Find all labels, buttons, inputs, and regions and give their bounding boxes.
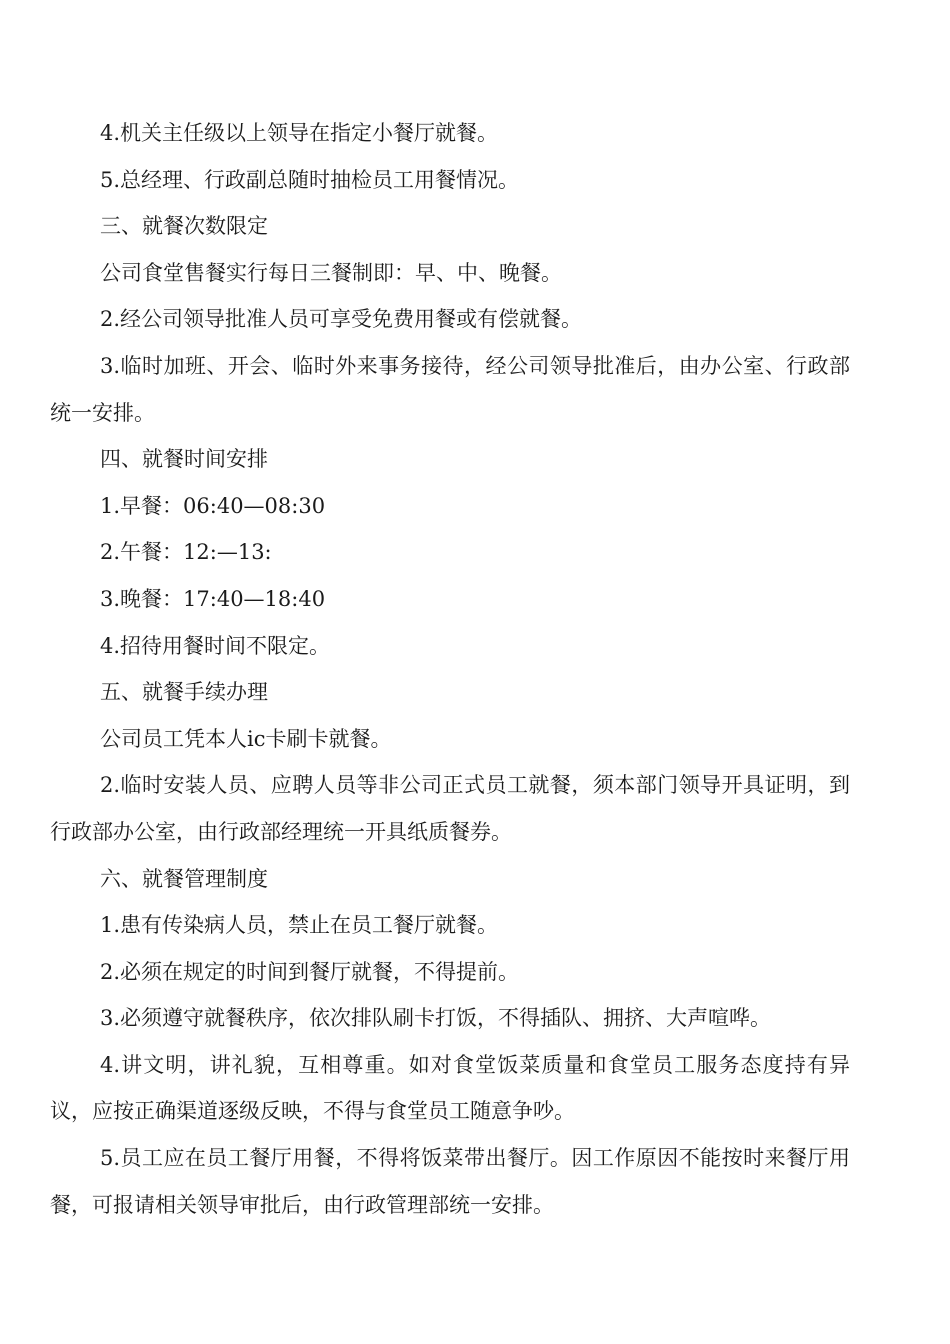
paragraph: 2.必须在规定的时间到餐厅就餐，不得提前。: [100, 959, 520, 984]
document-body: [50, 110, 850, 1228]
paragraph: 4.机关主任级以上领导在指定小餐厅就餐。: [100, 121, 499, 145]
section-heading: 四、就餐时间安排: [100, 447, 268, 472]
paragraph: 5.总经理、行政副总随时抽检员工用餐情况。: [100, 167, 520, 192]
paragraph: 3.临时加班、开会、临时外来事务接待，经公司领导批准后，由办公室、行政部统一安排。: [50, 353, 850, 425]
paragraph: 4.招待用餐时间不限定。: [100, 633, 331, 658]
paragraph: 1.患有传染病人员，禁止在员工餐厅就餐。: [100, 913, 499, 938]
paragraph: 2.经公司领导批准人员可享受免费用餐或有偿就餐。: [100, 307, 583, 332]
paragraph: 1.早餐：06:40—08:30: [100, 493, 326, 518]
paragraph: 2.临时安装人员、应聘人员等非公司正式员工就餐，须本部门领导开具证明，到行政部办公室，由行政部经理统一开具纸质餐券。: [50, 773, 850, 844]
paragraph: 3.晚餐：17:40—18:40: [100, 586, 326, 611]
section-heading: 五、就餐手续办理: [100, 680, 268, 705]
paragraph: 5.员工应在员工餐厅用餐，不得将饭菜带出餐厅。因工作原因不能按时来餐厅用餐，可报请相关领导审批后，由行政管理部统一安排。: [50, 1146, 850, 1217]
paragraph: 公司员工凭本人ic卡刷卡就餐。: [100, 726, 392, 751]
section-heading: 三、就餐次数限定: [100, 214, 268, 239]
section-heading: 六、就餐管理制度: [100, 866, 268, 891]
paragraph: 4.讲文明，讲礼貌，互相尊重。如对食堂饭菜质量和食堂员工服务态度持有异议，应按正确渠道逐级反映，不得与食堂员工随意争吵。: [50, 1052, 850, 1124]
paragraph: 3.必须遵守就餐秩序，依次排队刷卡打饭，不得插队、拥挤、大声喧哗。: [100, 1006, 772, 1031]
paragraph: 公司食堂售餐实行每日三餐制即：早、中、晚餐。: [100, 260, 562, 285]
paragraph: 2.午餐：12:—13:: [100, 540, 272, 565]
